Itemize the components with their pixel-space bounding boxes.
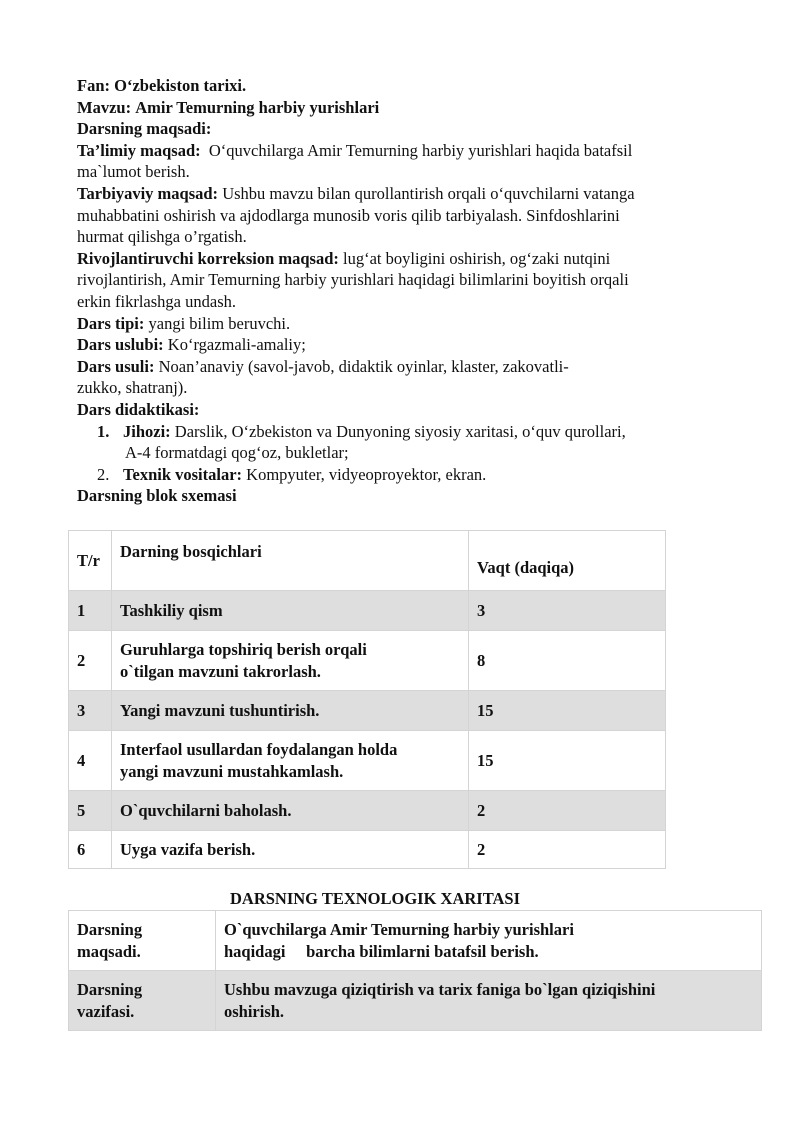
row-stage: Interfaol usullardan foydalangan holda yangi mavzuni mustahkamlash. [112,731,469,791]
row-label: Darsning maqsadi. [69,911,216,971]
subject-value: O‘zbekiston tarixi. [114,76,247,95]
technology-map-title: DARSNING TEXNOLOGIK XARITASI [229,889,521,908]
subject-line [77,75,727,97]
row-value: O`quvchilarga Amir Temurning harbiy yurishlari haqidagi barcha bilimlarni batafsil berish. [216,911,762,971]
developmental-goal-line2: rivojlantirish, Amir Temurning harbiy yurishlari haqidagi bilimlarini boyitish orqali [77,270,629,290]
header-cell-stages: Darning bosqichlari [112,531,469,591]
block-scheme-heading: Darsning blok sxemasi [77,486,237,506]
table-row [69,791,666,831]
technology-map-table [68,910,762,1031]
row-number: 4 [69,731,112,791]
educational-goal-line2: ma`lumot berish. [77,162,190,182]
row-time: 3 [469,591,666,631]
lesson-method-line1: Dars usuli: Noan’anaviy (savol-javob, didaktik oyinlar, klaster, zakovatli- [77,356,569,376]
lesson-type-line: Dars tipi: yangi bilim beruvchi. [77,313,291,333]
table-header-row [69,531,666,591]
document-body [77,75,727,507]
didactics-item-number: 2. [97,464,110,484]
educational-goal-line1: Ta’limiy maqsad: O‘quvchilarga Amir Temurning harbiy yurishlari haqida batafsil [77,140,633,160]
upbringing-goal-line3: hurmat qilishga o’rgatish. [77,227,247,247]
lesson-method-line2: zukko, shatranj). [77,378,188,398]
row-time: 15 [469,691,666,731]
row-time: 2 [469,831,666,869]
topic-line [77,97,727,119]
table-row [69,631,666,691]
upbringing-goal-line2: muhabbatini oshirish va ajdodlarga munosib voris qilib tarbiyalash. Sinfdoshlarini [77,205,620,225]
didactics-item-number: 1. [97,421,110,441]
row-time: 8 [469,631,666,691]
table-row [69,691,666,731]
table-row [69,911,762,971]
didactics-item-label: Jihozi: [123,421,171,441]
row-time: 2 [469,791,666,831]
table-row [69,971,762,1031]
educational-goal-label: Ta’limiy maqsad: [77,140,201,160]
topic-value: Amir Temurning harbiy yurishlari [135,97,380,117]
row-number: 3 [69,691,112,731]
topic-label: Mavzu: [77,97,132,117]
didactics-heading: Dars didaktikasi: [77,399,200,419]
didactics-item-1-cont: A-4 formatdagi qog‘oz, bukletlar; [125,443,349,463]
didactics-item-2: 2. Texnik vositalar: Kompyuter, vidyeoproyektor, ekran. [97,464,487,484]
row-stage: Yangi mavzuni tushuntirish. [112,691,469,731]
subject-label: Fan: [77,76,110,95]
row-stage: O`quvchilarni baholash. [112,791,469,831]
row-number: 5 [69,791,112,831]
row-stage: Uyga vazifa berish. [112,831,469,869]
row-number: 1 [69,591,112,631]
didactics-item-label: Texnik vositalar: [123,464,243,484]
row-stage: Guruhlarga topshiriq berish orqali o`tilgan mavzuni takrorlash. [112,631,469,691]
row-number: 6 [69,831,112,869]
developmental-goal-line1: Rivojlantiruvchi korreksion maqsad: lug‘at boyligini oshirish, og‘zaki nutqini [77,248,611,268]
developmental-goal-label: Rivojlantiruvchi korreksion maqsad: [77,248,339,268]
table-row [69,831,666,869]
header-cell-time: Vaqt (daqiqa) [469,531,666,591]
block-scheme-table [68,530,666,869]
table-row [69,591,666,631]
row-time: 15 [469,731,666,791]
row-number: 2 [69,631,112,691]
didactics-item-1: 1. Jihozi: Darslik, O‘zbekiston va Dunyoning siyosiy xaritasi, o‘quv qurollari, [97,421,626,441]
row-value: Ushbu mavzuga qiziqtirish va tarix faniga bo`lgan qiziqishini oshirish. [216,971,762,1031]
upbringing-goal-label: Tarbiyaviy maqsad: [77,183,219,203]
row-stage: Tashkiliy qism [112,591,469,631]
table-row [69,731,666,791]
row-label: Darsning vazifasi. [69,971,216,1031]
developmental-goal-line3: erkin fikrlashga undash. [77,291,236,311]
upbringing-goal-line1: Tarbiyaviy maqsad: Ushbu mavzu bilan qurollantirish orqali o‘quvchilarni vatanga [77,183,635,203]
lesson-style-line: Dars uslubi: Ko‘rgazmali-amaliy; [77,335,306,355]
header-cell-number: T/r [69,531,112,591]
goals-heading: Darsning maqsadi: [77,119,212,139]
